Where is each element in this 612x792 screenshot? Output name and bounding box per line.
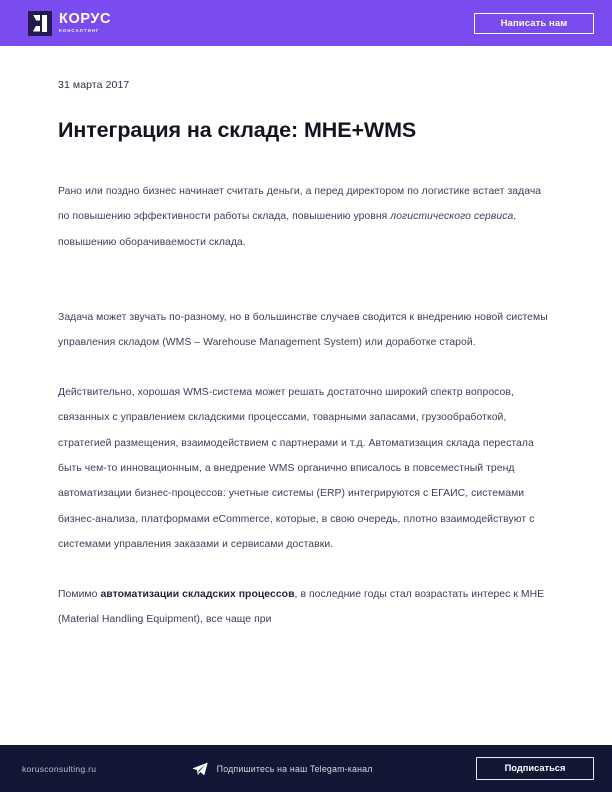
plain-text: Рано или поздно бизнес начинает считать деньги, а перед директором по логистике встает задача по повышению эффективности работы склада, повышению уровня	[58, 185, 542, 223]
emphasis-text: логистического сервиса	[390, 211, 514, 223]
article-paragraph-3	[58, 380, 554, 558]
article-paragraph-4	[58, 582, 554, 633]
plain-text: Действительно, хорошая WMS-система может решать достаточно широкий спектр вопросов, связанных с управлением складскими процессами, товарными запасами, грузообработкой, стратегией размещения, взаимодействием с партнерами и т.д. Автоматизация склада перестала быть чем-то инновационным, а внедрение WMS органично вписалось в повсеместный тренд автоматизации бизнес-процессов: учетные системы (ERP) интегрируются с ЕГАИС, системами бизнес-анализа, платформами eCommerce, которые, в свою очередь, плотно взаимодействуют с системами управления заказами и сервисами доставки.	[58, 386, 535, 551]
plain-text: , повышению оборачиваемости склада.	[58, 211, 517, 248]
page-title: Интеграция на складе: MHE+WMS	[58, 118, 417, 142]
site-footer	[0, 745, 612, 792]
brand-name: КОРУС	[59, 11, 112, 28]
plain-text: Задача может звучать по-разному, но в большинстве случаев сводится к внедрению новой системы управления складом (WMS – Warehouse Management System) или доработке старой.	[58, 311, 548, 349]
brand-subtitle: КОНСАЛТИНГ	[59, 28, 100, 34]
plain-text: , в последние годы стал возрастать интерес к MHE (Material Handling Equipment), все чаще при	[58, 588, 545, 625]
brand-logo[interactable]	[28, 11, 111, 36]
article-paragraph-1	[58, 179, 554, 255]
publish-date: 31 марта 2017	[58, 79, 130, 91]
article-body	[0, 46, 612, 632]
footer-subscribe-text: Подпишитесь на наш Telegam-канал	[216, 763, 373, 774]
strong-text: автоматизации складских процессов	[100, 588, 295, 600]
article-paragraph-2	[58, 305, 554, 356]
contact-us-button[interactable]: Написать нам	[474, 13, 594, 34]
korus-k-mark-icon	[28, 11, 52, 36]
plain-text: Помимо	[58, 588, 101, 600]
brand-wordmark	[59, 12, 111, 33]
footer-site-url[interactable]: korusconsulting.ru	[22, 763, 97, 774]
telegram-paper-plane-icon	[192, 762, 208, 776]
site-header	[0, 0, 612, 46]
footer-telegram-promo	[96, 762, 468, 776]
subscribe-button[interactable]: Подписаться	[476, 757, 594, 780]
